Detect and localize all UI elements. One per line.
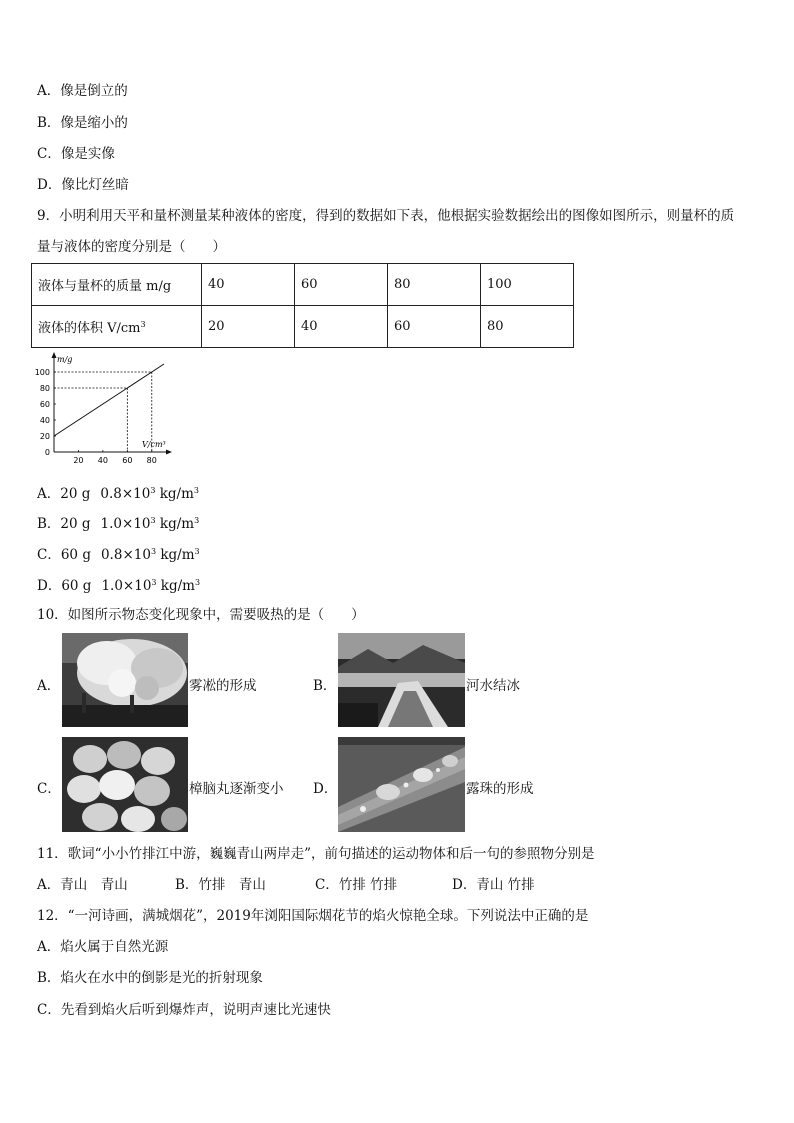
q12-option-b: B．焰火在水中的倒影是光的折射现象: [37, 970, 263, 986]
q11-option-a: A．青山 青山: [37, 877, 128, 893]
table-row: [32, 306, 574, 348]
q9-stem-line2: 量与液体的密度分别是（ ）: [37, 239, 226, 255]
q8-option-a: A．像是倒立的: [37, 83, 128, 99]
q10-stem: 10．如图所示物态变化现象中，需要吸热的是（ ）: [37, 607, 365, 623]
q9-option-a: A．20 g $0.8\times 10^3$ $kg/m^3$: [37, 486, 199, 502]
x-axis-arrow: [166, 450, 172, 455]
q8-option-c: C．像是实像: [37, 146, 115, 162]
table-cell: 80: [388, 264, 481, 306]
q10-option-c-letter: C．: [37, 781, 61, 797]
q11-option-b: B．竹排 青山: [175, 877, 266, 893]
x-tick-label: 40: [97, 456, 108, 465]
y-axis-label: m/g: [57, 355, 73, 364]
y-tick-label: 20: [39, 432, 50, 441]
y-tick-label: 40: [39, 416, 50, 425]
y-tick-label: 60: [39, 400, 50, 409]
x-axis-label: V/cm³: [142, 440, 166, 449]
camphor-balls-photo: [62, 737, 188, 832]
table-row: [32, 264, 574, 306]
q9-option-d: D．60 g $1.0\times 10^3$ $kg/m^3$: [37, 578, 201, 594]
q11-option-c: C．竹排 竹排: [315, 877, 398, 893]
q9-mass-volume-graph: [28, 352, 178, 467]
q8-option-b: B．像是缩小的: [37, 115, 128, 131]
table-cell: 60: [295, 264, 388, 306]
q10-option-d-caption: 露珠的形成: [466, 781, 534, 797]
table-row-label: 液体与量杯的质量 m/g: [32, 264, 202, 306]
q11-stem: 11．歌词“小小竹排江中游，巍巍青山两岸走”，前句描述的运动物体和后一句的参照物分别是: [37, 846, 595, 862]
table-cell: 40: [202, 264, 295, 306]
q10-option-d-letter: D．: [313, 781, 338, 797]
q12-stem: 12．“一河诗画，满城烟花”，2019年浏阳国际烟花节的焰火惊艳全球。下列说法中正确的是: [37, 908, 589, 924]
rime-photo: [62, 633, 188, 727]
table-cell: 80: [481, 306, 574, 348]
x-tick-label: 80: [146, 456, 157, 465]
q10-option-a-caption: 雾凇的形成: [189, 678, 257, 694]
table-cell: 100: [481, 264, 574, 306]
table-row-label: 液体的体积 $V/cm^3$: [32, 306, 202, 348]
dew-drops-photo: [338, 737, 465, 832]
q10-option-b-caption: 河水结冰: [466, 678, 520, 694]
q9-data-table: [31, 263, 574, 348]
table-cell: 60: [388, 306, 481, 348]
q9-option-c: C．60 g $0.8\times 10^3$ $kg/m^3$: [37, 547, 200, 563]
y-tick-label: 0: [44, 448, 50, 457]
q10-option-a-letter: A．: [37, 678, 61, 694]
q10-option-c-caption: 樟脑丸逐渐变小: [189, 781, 284, 797]
table-cell: 20: [202, 306, 295, 348]
q11-option-d: D．青山 竹排: [452, 877, 535, 893]
q12-option-a: A．焰火属于自然光源: [37, 939, 169, 955]
series-line: [54, 364, 164, 436]
river-ice-photo: [338, 633, 465, 727]
q9-stem-line1: 9．小明利用天平和量杯测量某种液体的密度，得到的数据如下表，他根据实验数据绘出的图像如图所示，则量杯的质: [37, 208, 735, 224]
q10-option-b-letter: B．: [313, 678, 337, 694]
q8-option-d: D．像比灯丝暗: [37, 177, 129, 193]
y-axis-arrow: [52, 352, 57, 358]
q12-option-c: C．先看到焰火后听到爆炸声，说明声速比光速快: [37, 1002, 331, 1018]
table-cell: 40: [295, 306, 388, 348]
y-tick-label: 80: [39, 384, 50, 393]
q9-option-b: B．20 g $1.0\times 10^3$ $kg/m^3$: [37, 516, 200, 532]
x-tick-label: 20: [73, 456, 84, 465]
x-tick-label: 60: [122, 456, 133, 465]
y-tick-label: 100: [34, 368, 50, 377]
